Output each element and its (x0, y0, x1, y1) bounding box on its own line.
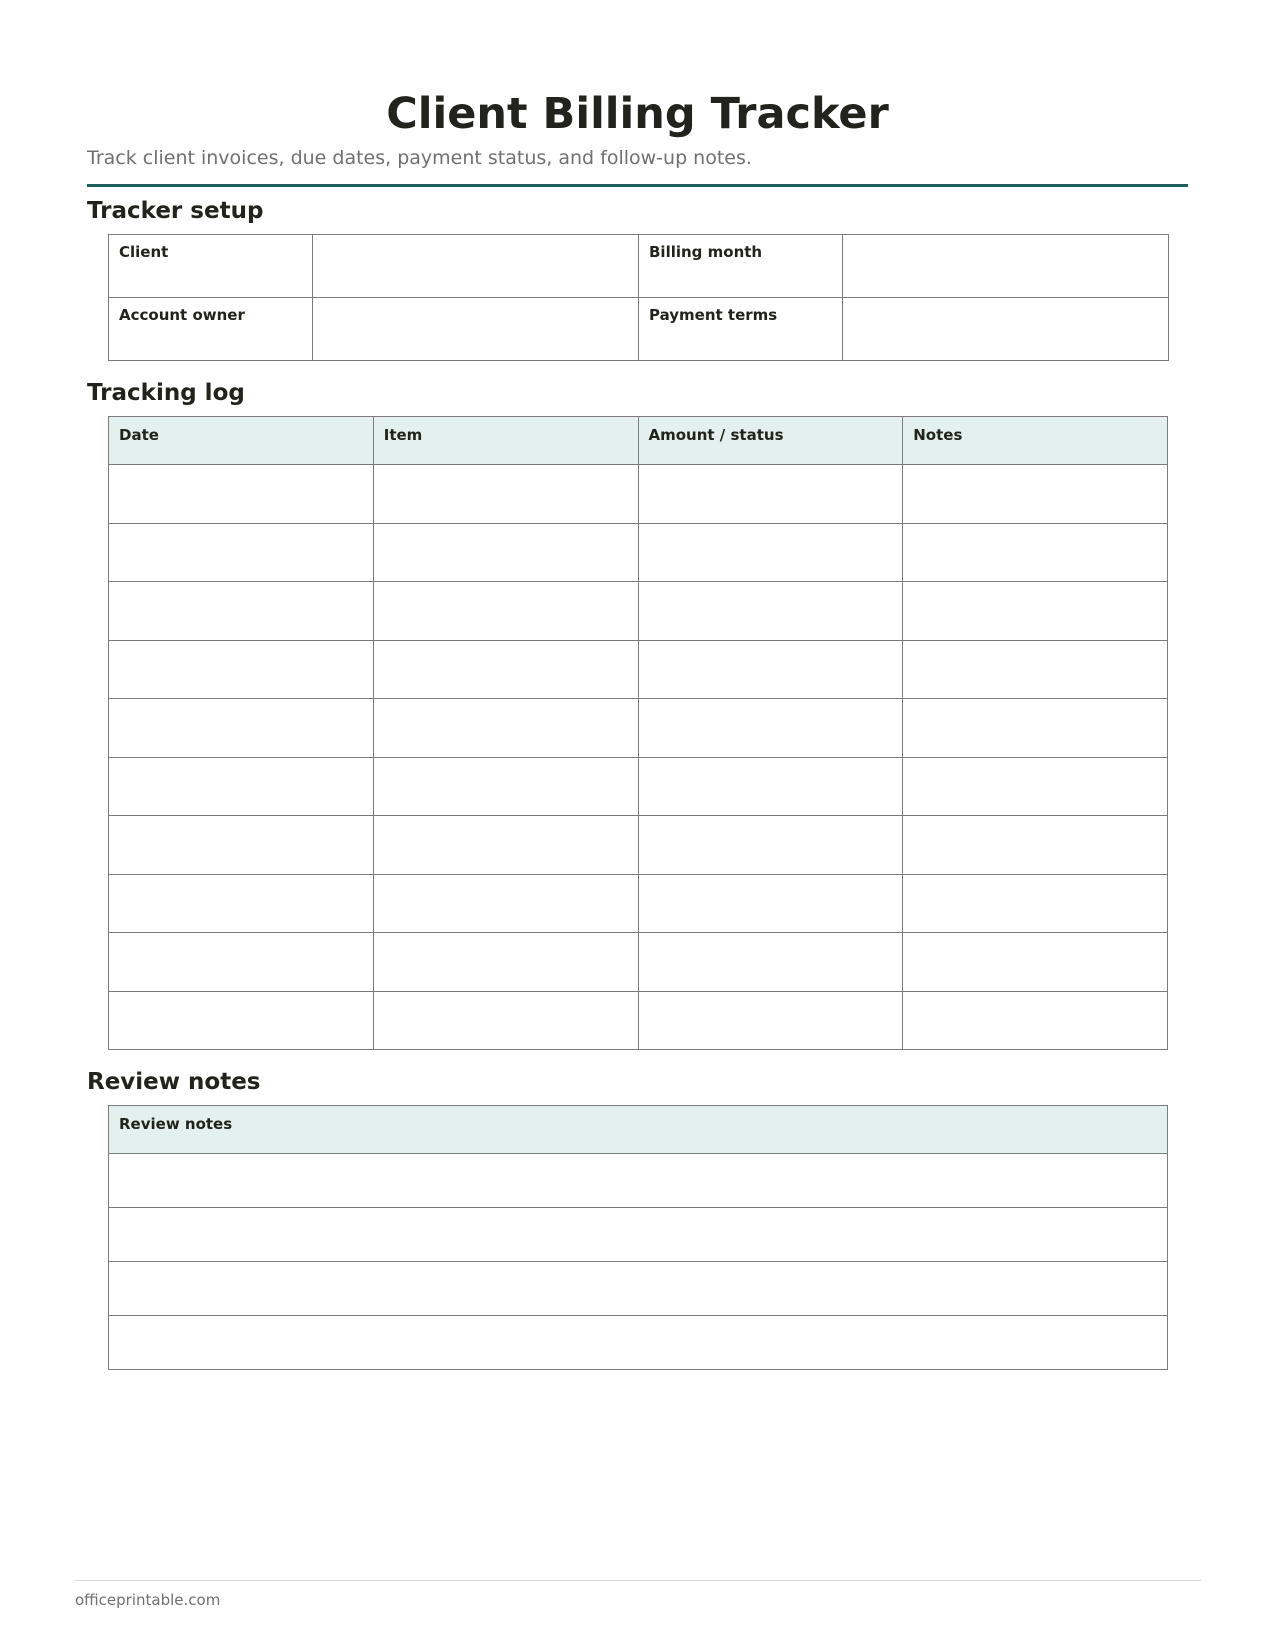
account-owner-field[interactable] (313, 298, 639, 361)
review-notes-heading: Review notes (87, 1069, 261, 1095)
tracker-setup-heading: Tracker setup (87, 198, 264, 224)
amount-status-cell[interactable] (638, 640, 903, 699)
tracking-log-body (109, 465, 1168, 1050)
notes-cell[interactable] (903, 640, 1168, 699)
notes-cell[interactable] (903, 699, 1168, 758)
client-field[interactable] (313, 235, 639, 298)
tracking-log-heading: Tracking log (87, 380, 245, 406)
item-cell[interactable] (373, 699, 638, 758)
amount-status-cell[interactable] (638, 933, 903, 992)
tracking-log-row (109, 465, 1168, 524)
notes-cell[interactable] (903, 816, 1168, 875)
amount-status-cell[interactable] (638, 874, 903, 933)
amount-status-cell[interactable] (638, 699, 903, 758)
notes-cell[interactable] (903, 465, 1168, 524)
amount-status-cell[interactable] (638, 757, 903, 816)
item-cell[interactable] (373, 523, 638, 582)
review-notes-table (108, 1105, 1168, 1370)
tracker-setup-table (108, 234, 1169, 361)
date-cell[interactable] (109, 465, 374, 524)
review-notes-cell[interactable] (109, 1154, 1168, 1208)
item-cell[interactable] (373, 465, 638, 524)
account-owner-label: Account owner (109, 298, 313, 361)
item-cell[interactable] (373, 933, 638, 992)
date-cell[interactable] (109, 816, 374, 875)
payment-terms-label: Payment terms (639, 298, 843, 361)
notes-cell[interactable] (903, 874, 1168, 933)
billing-month-label: Billing month (639, 235, 843, 298)
setup-row (109, 235, 1169, 298)
tracking-log-row (109, 933, 1168, 992)
amount-status-cell[interactable] (638, 991, 903, 1050)
footer-site-name: officeprintable.com (75, 1591, 221, 1609)
tracking-log-row (109, 582, 1168, 641)
date-cell[interactable] (109, 991, 374, 1050)
review-notes-row (109, 1208, 1168, 1262)
amount-status-cell[interactable] (638, 523, 903, 582)
payment-terms-field[interactable] (843, 298, 1169, 361)
tracking-log-row (109, 523, 1168, 582)
date-column-header: Date (109, 417, 374, 465)
item-cell[interactable] (373, 582, 638, 641)
date-cell[interactable] (109, 582, 374, 641)
setup-row (109, 298, 1169, 361)
footer-divider (75, 1580, 1201, 1581)
item-cell[interactable] (373, 640, 638, 699)
page-title: Client Billing Tracker (386, 89, 889, 139)
review-notes-cell[interactable] (109, 1262, 1168, 1316)
review-notes-header-row (109, 1106, 1168, 1154)
tracking-log-row (109, 991, 1168, 1050)
tracking-log-row (109, 874, 1168, 933)
item-cell[interactable] (373, 816, 638, 875)
tracking-log-row (109, 699, 1168, 758)
item-cell[interactable] (373, 874, 638, 933)
date-cell[interactable] (109, 874, 374, 933)
tracking-log-table (108, 416, 1168, 1050)
amount-status-column-header: Amount / status (638, 417, 903, 465)
tracking-log-header-row (109, 417, 1168, 465)
review-notes-cell[interactable] (109, 1208, 1168, 1262)
notes-cell[interactable] (903, 991, 1168, 1050)
notes-cell[interactable] (903, 523, 1168, 582)
date-cell[interactable] (109, 933, 374, 992)
review-notes-row (109, 1316, 1168, 1370)
date-cell[interactable] (109, 757, 374, 816)
notes-cell[interactable] (903, 582, 1168, 641)
billing-month-field[interactable] (843, 235, 1169, 298)
review-notes-row (109, 1262, 1168, 1316)
review-notes-column-header: Review notes (109, 1106, 1168, 1154)
date-cell[interactable] (109, 523, 374, 582)
review-notes-body (109, 1154, 1168, 1370)
notes-column-header: Notes (903, 417, 1168, 465)
amount-status-cell[interactable] (638, 582, 903, 641)
review-notes-row (109, 1154, 1168, 1208)
page-subtitle: Track client invoices, due dates, payment status, and follow-up notes. (87, 147, 752, 169)
item-cell[interactable] (373, 757, 638, 816)
item-cell[interactable] (373, 991, 638, 1050)
amount-status-cell[interactable] (638, 816, 903, 875)
tracking-log-row (109, 757, 1168, 816)
notes-cell[interactable] (903, 933, 1168, 992)
tracking-log-row (109, 640, 1168, 699)
tracking-log-row (109, 816, 1168, 875)
date-cell[interactable] (109, 640, 374, 699)
item-column-header: Item (373, 417, 638, 465)
notes-cell[interactable] (903, 757, 1168, 816)
amount-status-cell[interactable] (638, 465, 903, 524)
review-notes-cell[interactable] (109, 1316, 1168, 1370)
client-label: Client (109, 235, 313, 298)
title-divider (87, 184, 1188, 187)
date-cell[interactable] (109, 699, 374, 758)
